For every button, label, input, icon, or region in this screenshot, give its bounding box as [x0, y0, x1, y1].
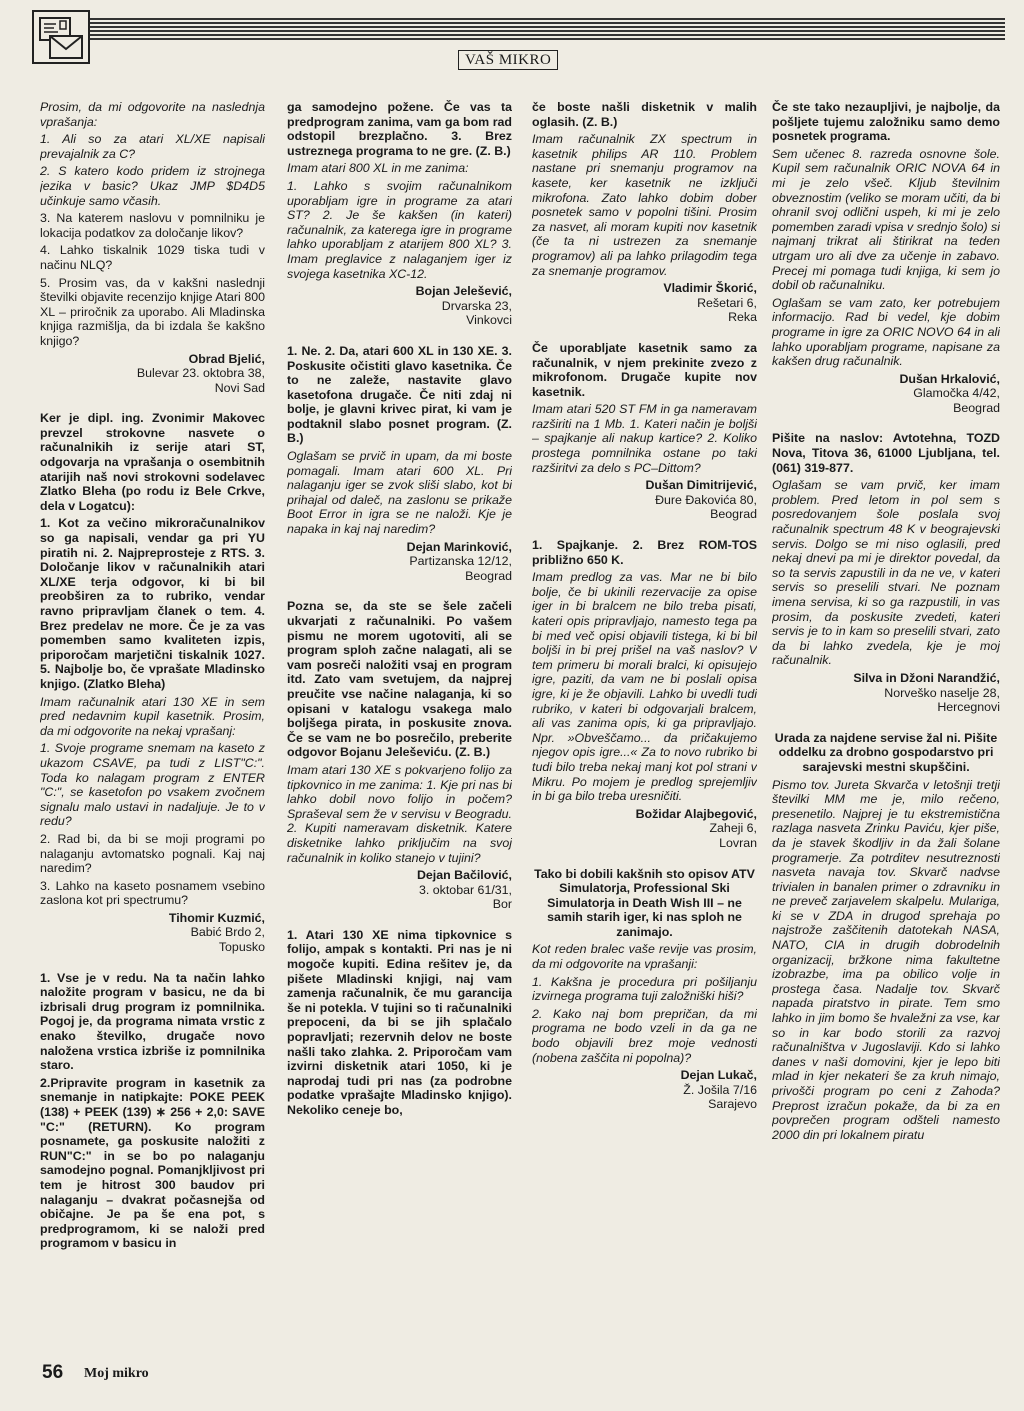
editor-reply: ga samodejno požene. Če vas ta predprogram zanima, vam ga bom rad odstopil brezplačno. 3. Brez ustreznega programa to ne gre. (Z. B.) [287, 100, 512, 158]
signature-name: Obrad Bjelić, [188, 351, 265, 366]
letter-text: Oglašam se vam zato, ker potrebujem informacijo. Rad bi vedel, kje dobim programe in igre za ORIC NOVO 64 in ali lahko uporabljam programe, napisane za kakšen drug računalnik. [772, 295, 1000, 369]
letter-text: Oglašam se vam prvič, ker imam problem. Pred letom in pol sem s posredovanjem šole poslala svoj računalnik spectrum 48 K v beograjevski servis. Dolgo se mi niso oglasili, pred nekaj dnevi pa mi je direktor povedal, da so ta servis zapustili in da ne ve, v kateri servis so preselili stvari. Ne poznam imena servisa, ki so ga razpustili, in vas prosim, da poskusite zvedeti, kateri servis je to in kam so preselili stvari, zato da bi lahko zvedela, kje je moj računalnik. [772, 478, 1000, 668]
editor-reply: 1. Kot za večino mikroračunalnikov so ga napisali, vendar ga pri YU piratih ni. 2. Najpreprosteje z RTS. 3. Določanje likov v računalnikih atari XL/XE terja odgovor, ki bi bil preobširen za to rubriko, vendar ravno pripravljam članek o tem. 4. Brez predelav ne more. Če je za vas pomemben samo kvaliteten izpis, priporočam marjetični tiskalnik 1027. 5. Najbolje bo, če vprašate Mladinsko knjigo. (Zlatko Bleha) [40, 516, 265, 691]
signature-address-line: Vinkovci [466, 313, 512, 328]
letter-signature [40, 352, 265, 396]
letter-text: 2. Kako naj bom prepričan, da mi programa ne bodo vzeli in da ga ne bodo objavili brez moje vednosti (nobena zaščita ni popolna)? [532, 1006, 757, 1065]
letter-text: 3. Na katerem naslovu v pomnilniku je lokacija podatkov za določanje likov? [40, 211, 265, 240]
editor-reply: Če ste tako nezaupljivi, je najbolje, da pošljete tujemu založniku samo demo posnetek programa. [772, 100, 1000, 144]
signature-address-line: Ž. Jošila 7/16 [683, 1082, 757, 1097]
letter-text: 2. Rad bi, da bi se moji programi po nalaganju avtomatsko pognali. Kaj naj naredim? [40, 831, 265, 876]
letter-text: 1. Ali so za atari XL/XE napisali prevajalnik za C? [40, 132, 265, 161]
letter-text: Sem učenec 8. razreda osnovne šole. Kupil sem računalnik ORIC NOVA 64 in mi je zelo všeč. Kljub številnim obveznostim (veliko se moram učiti, da bi ohranil svoj odlični uspeh, ki mi je zelo pomemben zaradi vpisa v srednjo šolo) si najmanj trikrat ali štirikrat na teden utrgam uro ali dve za učenje in zabavo. Precej mi pomaga tudi knjiga, ki sem jo dobil ob računalniku. [772, 146, 1000, 293]
letter-signature [772, 671, 1000, 715]
signature-address-line: 3. oktobar 61/31, [419, 882, 512, 897]
signature-address-line: Beograd [953, 400, 1000, 415]
page-number: 56 [42, 1362, 64, 1383]
editor-reply: Pišite na naslov: Avtotehna, TOZD Nova, Titova 36, 61000 Ljubljana, tel. (061) 319-877. [772, 431, 1000, 475]
letter-text: 3. Lahko na kaseto posnamem vsebino zaslona kot pri spectrumu? [40, 878, 265, 908]
letter-signature [532, 478, 757, 522]
signature-name: Vladimir Škorić, [663, 281, 757, 296]
signature-address-line: Bulevar 23. oktobra 38, [136, 366, 265, 381]
editor-reply: Pozna se, da ste se šele začeli ukvarjati z računalniki. Po vašem pismu ne morem ugotoviti, ali se program sploh začne nalagati, ali se vam posreči naložiti vsaj en program itd. Zato vam svetujem, da najprej preučite vse načine nalaganja, ki so opisani v katalogu vsakega malo boljšega pirata, in poskusite znova. Če se vam ne bo posrečilo, preberite odgovor Bojanu Jeleševiću. (Z. B.) [287, 599, 512, 760]
signature-name: Dejan Bačilović, [416, 868, 512, 883]
editor-reply: Ker je dipl. ing. Zvonimir Makovec prevzel strokovne nasvete o računalnikih iz serije atari ST, odgovarja na vprašanja o osembitnih atarijih naš novi strokovni sodelavec Zlatko Bleha (po rodu iz Bele Crkve, dela v Logatcu): [40, 411, 265, 513]
letter-text: Oglašam se prvič in upam, da mi boste pomagali. Imam atari 600 XL. Pri nalaganju iger se zvok sliši slabo, kot bi prihajal od daleč, na zaslonu se prikaže Boot Error in igra se ne naloži. Kje je napaka in kaj naj naredim? [287, 449, 512, 537]
letter-signature [532, 281, 757, 325]
signature-address-line: Rešetari 6, [697, 295, 757, 310]
signature-address-line: Reka [728, 310, 757, 325]
signature-name: Dejan Lukač, [680, 1068, 757, 1083]
signature-address-line: Topusko [218, 940, 265, 955]
signature-address-line: Hercegnovi [937, 700, 1000, 715]
signature-address-line: Glamočka 4/42, [913, 386, 1000, 401]
letter-signature [287, 284, 512, 328]
letter-text: Pismo tov. Jureta Skvarča v letošnji tretji številki MM me je, milo rečeno, presenetilo. Najprej je tu ekstremistična razlaga nasveta Zrinku Paviću, kjer piše, da je stavek škodljiv in da žali šolane programerje. Za potrditev nesutreznosti nasveta navaja tov. Skvarč nadvse trivialen in banalen primer o zdravniku in ne preveč zarjavelem skalpelu. Mulariga, ki se v ZDA in drugod sprehaja po najstrože zaščitenih datotekah NASA, NATO, CIA in drugih dobrodelnih organizacij, bržkone nima fakultetne izobrazbe, ima pa obilico volje in prostega časa. Nadalje tov. Skvarč napada piratstvo in pirate. Tem smo lahko in jim bomo še hvaležni za vse, kar so in kar bodo storili za razvoj računalništva v Jugoslaviji. Kdo si lahko danes v naši domovini, kjer je lepo biti mlad in kjer nekateri še za kruh nimajo, privošči program po ceni z Zahoda? Preprost izračun pokaže, da bi za en povprečen program odšteli namesto 2000 din pri lokalnem piratu [772, 777, 1000, 1142]
signature-name: Dušan Hrkalović, [899, 371, 1000, 386]
editor-reply: 1. Vse je v redu. Na ta način lahko naložite program v basicu, ne da bi izbrisali drug program iz pomnilnika. Pogoj je, da programa nimata vrstic z enako številko, drugače novo naložena vrstica izbriše iz pomnilnika staro. [40, 970, 265, 1073]
signature-address-line: Novi Sad [214, 380, 265, 395]
signature-address-line: Beograd [465, 568, 512, 583]
letter-text: Imam računalnik atari 130 XE in sem pred nedavnim kupil kasetnik. Prosim, da mi odgovorite na nekaj vprašanj: [40, 694, 265, 738]
letter-signature [532, 807, 757, 851]
letter-text: 5. Prosim vas, da v kakšni naslednji številki objavite recenzijo knjige Atari 800 XL – priročnik za uporabo. Ali Mladinska knjiga razmišlja, da bi izdala še kakšno knjigo? [40, 275, 265, 348]
editor-reply: 1. Ne. 2. Da, atari 600 XL in 130 XE. 3. Poskusite očistiti glavo kasetnika. Če to ne zaleže, nastavite glavo kasetofona drugače. Če niti zdaj ni bolje, je glavni krivec pirat, ki vam je podtaknil slabo posnet program. (Z. B.) [287, 343, 512, 446]
signature-name: Dušan Dimitrijević, [645, 478, 757, 493]
letter-text: 4. Lahko tiskalnik 1029 tiska tudi v načinu NLQ? [40, 243, 265, 272]
letter-signature [772, 372, 1000, 416]
letter-text: 1. Svoje programe snemam na kaseto z ukazom CSAVE, pa tudi z LIST"C:". Toda ko nalagam program z ENTER "C:", se kasetofon po vsakem zvočnem signalu malo ustavi in nadaljuje. Je to v redu? [40, 741, 265, 829]
letter-signature [287, 540, 512, 584]
signature-name: Dejan Marinković, [406, 539, 512, 554]
letter-signature [287, 868, 512, 912]
signature-address-line: Partizanska 12/12, [409, 554, 512, 569]
signature-address-line: Sarajevo [708, 1097, 757, 1112]
letter-text: Imam atari 520 ST FM in ga nameravam razširiti na 1 Mb. 1. Kateri način je boljši – spajkanje ali nakup kartice? 2. Koliko prostega pomnilnika ostane po taki razširitvi za delo s PC–Dittom? [532, 402, 757, 475]
editor-reply: Urada za najdene servise žal ni. Pišite oddelku za drobno gospodarstvo pri sarajevski mestni skupščini. [774, 730, 998, 774]
mail-envelope-icon [32, 10, 90, 64]
signature-name: Bojan Jelešević, [415, 284, 512, 299]
letter-text: Imam predlog za vas. Mar ne bi bilo bolje, če bi ukinili rezervacije za opise iger in bi bralcem ne bilo treba pisati, kateri opis pripravljajo, namesto tega pa bi med več opisi objavili tistega, ki bi bil boljši in bi prej prišel na vaš naslov? V tem primeru bi morali bralci, ki opisujejo igre, paziti, da vam ne bi poslali opisa igre, ki je že objavili. Lahko bi uvedli tudi rubriko, v kateri bi odgovarjali bralcem, ali vas zanima opis, ki ga pripravljajo. Npr. »Obveščamo... da pričakujemo njegov opis igre...« Za to novo rubriko bi tudi bilo treba nekaj manj kot pol strani v Mikru. Po mojem je predlog sprejemljiv in bi ga bilo treba uresničiti. [532, 570, 757, 804]
signature-address-line: Bor [492, 897, 512, 912]
letter-text: Imam računalnik ZX spectrum in kasetnik philips AR 110. Problem nastane pri snemanju programov na kasete, ker kasetnik ne izključi mikrofona. Zato lahko dobim dober posnetek samo v popolni tišini. Prosim za nasvet, ali moram kupiti nov kasetnik (če ta ni ustrezen za snemanje programov) ali pa lahko prilagodim tega za snemanje programov. [532, 132, 757, 278]
signature-name: Božidar Alajbegović, [635, 806, 757, 821]
editor-reply: če boste našli disketnik v malih oglasih. (Z. B.) [532, 100, 757, 129]
signature-address-line: Drvarska 23, [441, 298, 512, 313]
editor-reply: 1. Spajkanje. 2. Brez ROM-TOS približno 650 K. [532, 538, 757, 567]
signature-address-line: Norveško naselje 28, [884, 685, 1000, 700]
magazine-name: Moj mikro [84, 1366, 149, 1381]
letter-text: Prosim, da mi odgovorite na naslednja vprašanja: [40, 100, 265, 129]
column-2 [287, 100, 512, 1350]
editor-reply: Če uporabljate kasetnik samo za računalnik, v njem prekinite zvezo z mikrofonom. Drugače kupite nov kasetnik. [532, 340, 757, 399]
editor-reply: Tako bi dobili kakšnih sto opisov ATV Simulatorja, Professional Ski Simulatorja in Death Wish III – ne samih starih iger, ki nas sploh ne zanimajo. [534, 866, 755, 939]
signature-address-line: Đure Đakovića 80, [655, 492, 757, 507]
letter-text: 2. S katero kodo pridem iz strojnega jezika v basic? Ukaz JMP $D4D5 učinkuje samo včasih. [40, 164, 265, 208]
signature-name: Silva in Džoni Narandžić, [853, 670, 1000, 685]
section-title: VAŠ MIKRO [458, 50, 558, 70]
letter-signature [532, 1068, 757, 1112]
letter-signature [40, 911, 265, 955]
signature-address-line: Babić Brdo 2, [190, 925, 265, 940]
letter-text: Imam atari 130 XE s pokvarjeno folijo za tipkovnico in me zanima: 1. Kje pri nas bi lahko dobil novo folijo in počem? Spraševal sem že v servisu v Beogradu. 2. Kupiti nameravam disketnik. Katere disketnike lahko priključim na svoj računalnik in koliko stanejo v tujini? [287, 762, 512, 865]
column-3 [532, 100, 757, 1350]
column-4 [772, 100, 1000, 1350]
letter-text: Kot reden bralec vaše revije vas prosim, da mi odgovorite na vprašanji: [532, 942, 757, 972]
header-rule [40, 18, 1005, 40]
editor-reply: 1. Atari 130 XE nima tipkovnice s folijo, ampak s kontakti. Pri nas je ni mogoče kupiti. Edina rešitev je, da pišete Mladinski knjigi, naj vam zamenja računalnik, če mu garancija še ni potekla. V tujini so ti računalniki prepoceni, da bi se jih splačalo popravljati; rezervnih delov ne boste našli tako zlahka. 2. Priporočam vam izvirni disketnik atari 1050, ki je naprodaj tudi pri nas (za podrobne podatke vprašajte Mladinsko knjigo). Nekoliko ceneje bo, [287, 927, 512, 1117]
letter-text: 1. Lahko s svojim računalnikom uporabljam igre in programe za atari ST? 2. Je še kakšen (in kateri) računalnik, za katerega igre in programe lahko uporabljam z atarijem 800 XL? 3. Imam preglavice z nalaganjem iger iz svojega kasetnika XC-12. [287, 178, 512, 281]
signature-address-line: Beograd [710, 507, 757, 522]
letter-text: 1. Kakšna je procedura pri pošiljanju izvirnega programa tuji založniški hiši? [532, 974, 757, 1004]
letter-text: Imam atari 800 XL in me zanima: [287, 161, 469, 176]
editor-reply: 2.Pripravite program in kasetnik za snemanje in natipkajte: POKE PEEK (138) + PEEK (139) ∗ 256 + 2,0: SAVE "C:" (RETURN). Ko program posnamete, ga poskusite naložiti z RUN"C:" in se bo po nalaganju samodejno pognal. Pomanjkljivost pri tem je hitrost 300 baudov pri nalaganju – dvakrat počasnejša od običajne. Je pa še ena pot, s predprogramom, ki se naloži pred programom v basicu in [40, 1075, 265, 1251]
signature-address-line: Zaheji 6, [709, 821, 757, 836]
column-1 [40, 100, 265, 1350]
signature-address-line: Lovran [719, 835, 757, 850]
signature-name: Tihomir Kuzmić, [168, 910, 265, 925]
